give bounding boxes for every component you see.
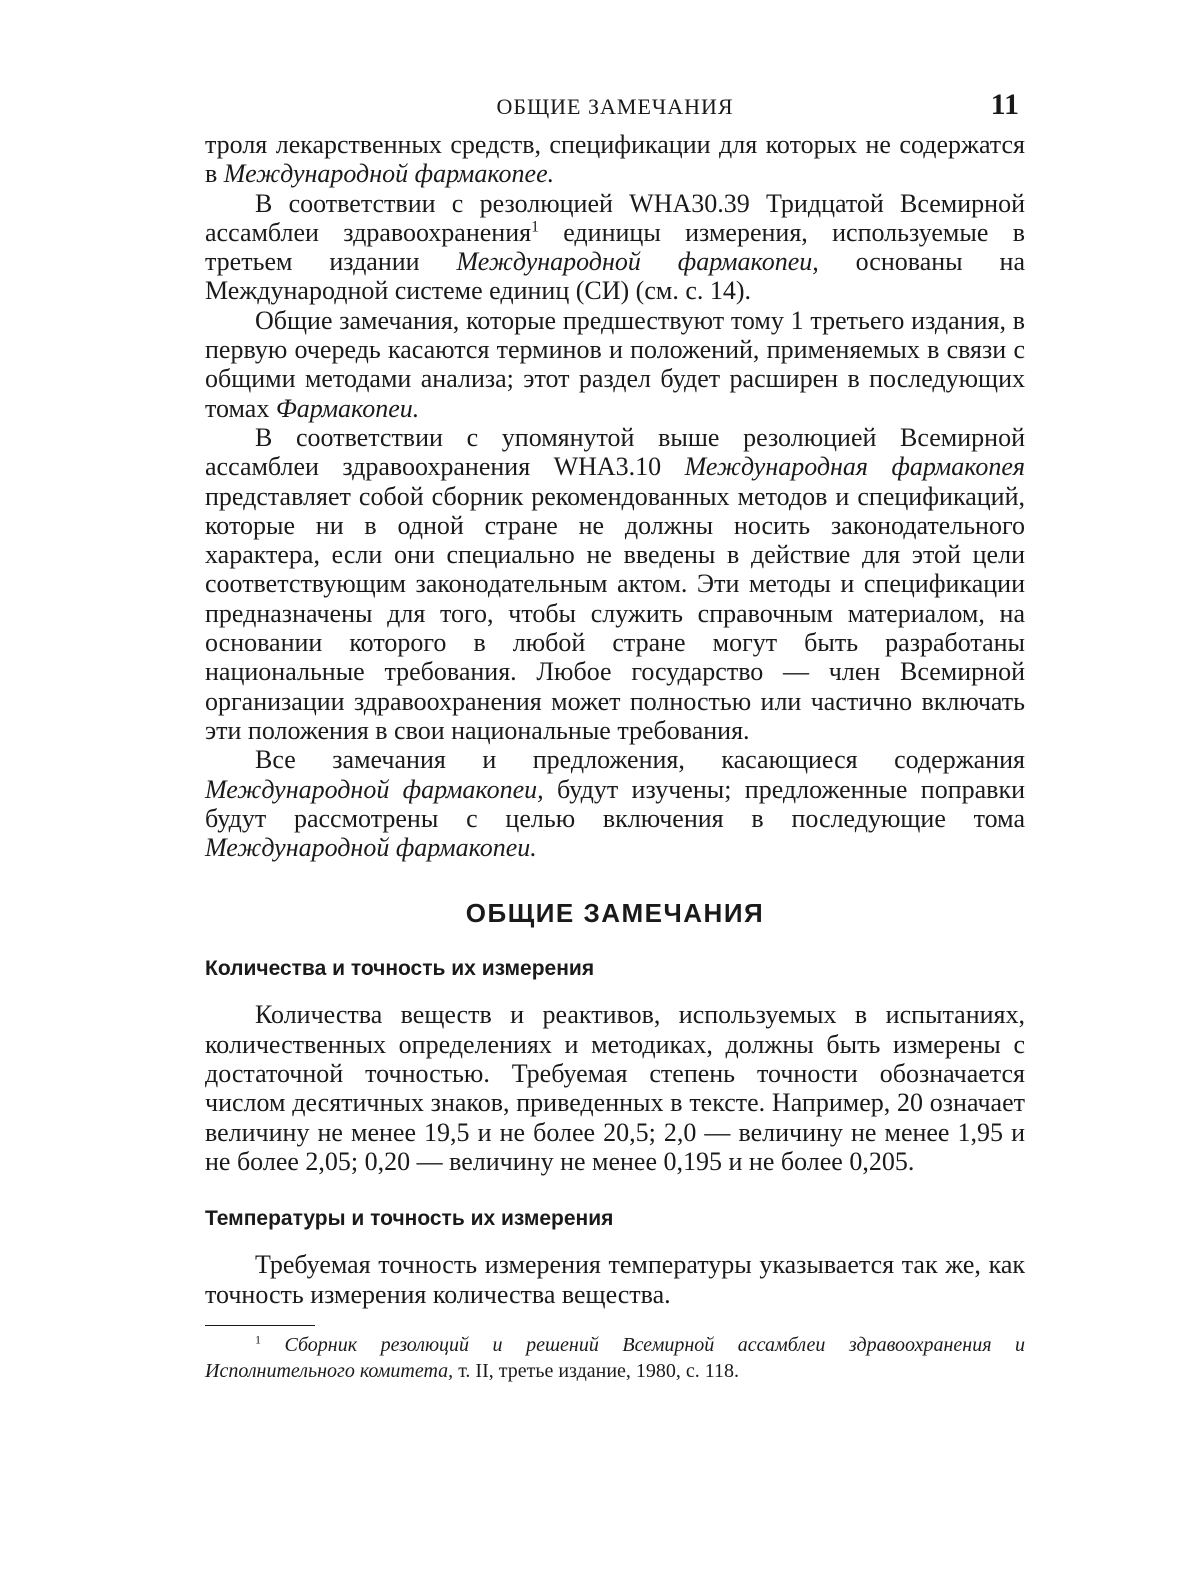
footnote-italic: Сборник резолюций и решений Всемирной ассамблеи здравоохранения и Исполнительного комитета, [205, 1333, 1026, 1382]
paragraph-si-units [205, 189, 1025, 306]
paragraph-italic: Международной фармакопеи. [205, 833, 537, 863]
paragraph-italic: Международной фармакопеи, [205, 774, 544, 804]
paragraph-resolution [205, 423, 1025, 745]
paragraph-comments [205, 745, 1025, 862]
footnote [205, 1332, 1025, 1384]
book-page [205, 88, 1025, 1384]
paragraph-italic: Международная фармакопея [684, 452, 1025, 482]
paragraph-text: основаны на Международной системе единиц (СИ) (см. с. 14). [205, 247, 1025, 306]
footnote-divider [205, 1325, 315, 1326]
paragraph-continuation [205, 130, 1025, 189]
paragraph-text: будут изучены; предложенные поправки будут рассмотрены с целью включения в последующие тома [205, 774, 1025, 833]
paragraph-italic: Международной фармакопее. [223, 159, 555, 189]
paragraph-italic: Международной фармакопеи, [456, 247, 819, 277]
running-header [205, 88, 1025, 130]
footnote-text: т. II, третье издание, 1980, с. 118. [453, 1359, 740, 1382]
paragraph-text: Все замечания и предложения, касающиеся содержания [255, 745, 1025, 775]
footnote-mark: 1 [255, 1332, 261, 1347]
footnote-reference: 1 [531, 218, 539, 236]
paragraph-text: представляет собой сборник рекомендованных методов и спецификаций, которые ни в одной стране не должны носить законодательного характера, если они специально не введены в действие для этой цели соответствующим законодательным актом. Эти методы и спецификации предназначены для того, чтобы служить справочным материалом, на основании которого в любой стране могут быть разработаны национальные требования. Любое государство — член Всемирной организации здравоохранения может полностью или частично включать эти положения в свои национальные требования. [205, 481, 1025, 745]
paragraph-text: единицы измерения, используемые в третьем издании [205, 217, 1025, 277]
subsection-title-temperatures: Температуры и точность их измерения [205, 1207, 614, 1231]
page-number: 11 [990, 88, 1019, 121]
subsection-title-quantities: Количества и точность их измерения [205, 957, 595, 981]
paragraph-text: В соответствии с упомянутой выше резолюцией Всемирной ассамблеи здравоохранения WHA3.10 [205, 422, 1025, 482]
paragraph-italic: Фармакопеи. [275, 393, 420, 423]
paragraph-text: Общие замечания, которые предшествуют тому 1 третьего издания, в первую очередь касаются терминов и положений, применяемых в связи с общими методами анализа; этот раздел будет расширен в последующих томах [205, 305, 1025, 423]
paragraph-text: В соответствии с резолюцией WHA30.39 Тридцатой Всемирной ассамблеи здравоохранения [205, 188, 1025, 247]
section-title: ОБЩИЕ ЗАМЕЧАНИЯ [465, 898, 765, 929]
paragraph-text: троля лекарственных средств, спецификации для которых не содержатся в [205, 130, 1025, 189]
running-title: ОБЩИЕ ЗАМЕЧАНИЯ [496, 94, 734, 119]
paragraph-quantities: Количества веществ и реактивов, используемых в испытаниях, количественных определениях и методиках, должны быть измерены с достаточной точностью. Требуемая степень точности обозначается числом десятичных знаков, приведенных в тексте. Например, 20 означает величину не менее 19,5 и не более 20,5; 2,0 — величину не менее 1,95 и не более 2,05; 0,20 — величину не менее 0,195 и не более 0,205. [205, 1000, 1025, 1176]
paragraph-temperatures: Требуемая точность измерения температуры указывается так же, как точность измерения количества вещества. [205, 1250, 1025, 1309]
paragraph-general-notes [205, 306, 1025, 423]
